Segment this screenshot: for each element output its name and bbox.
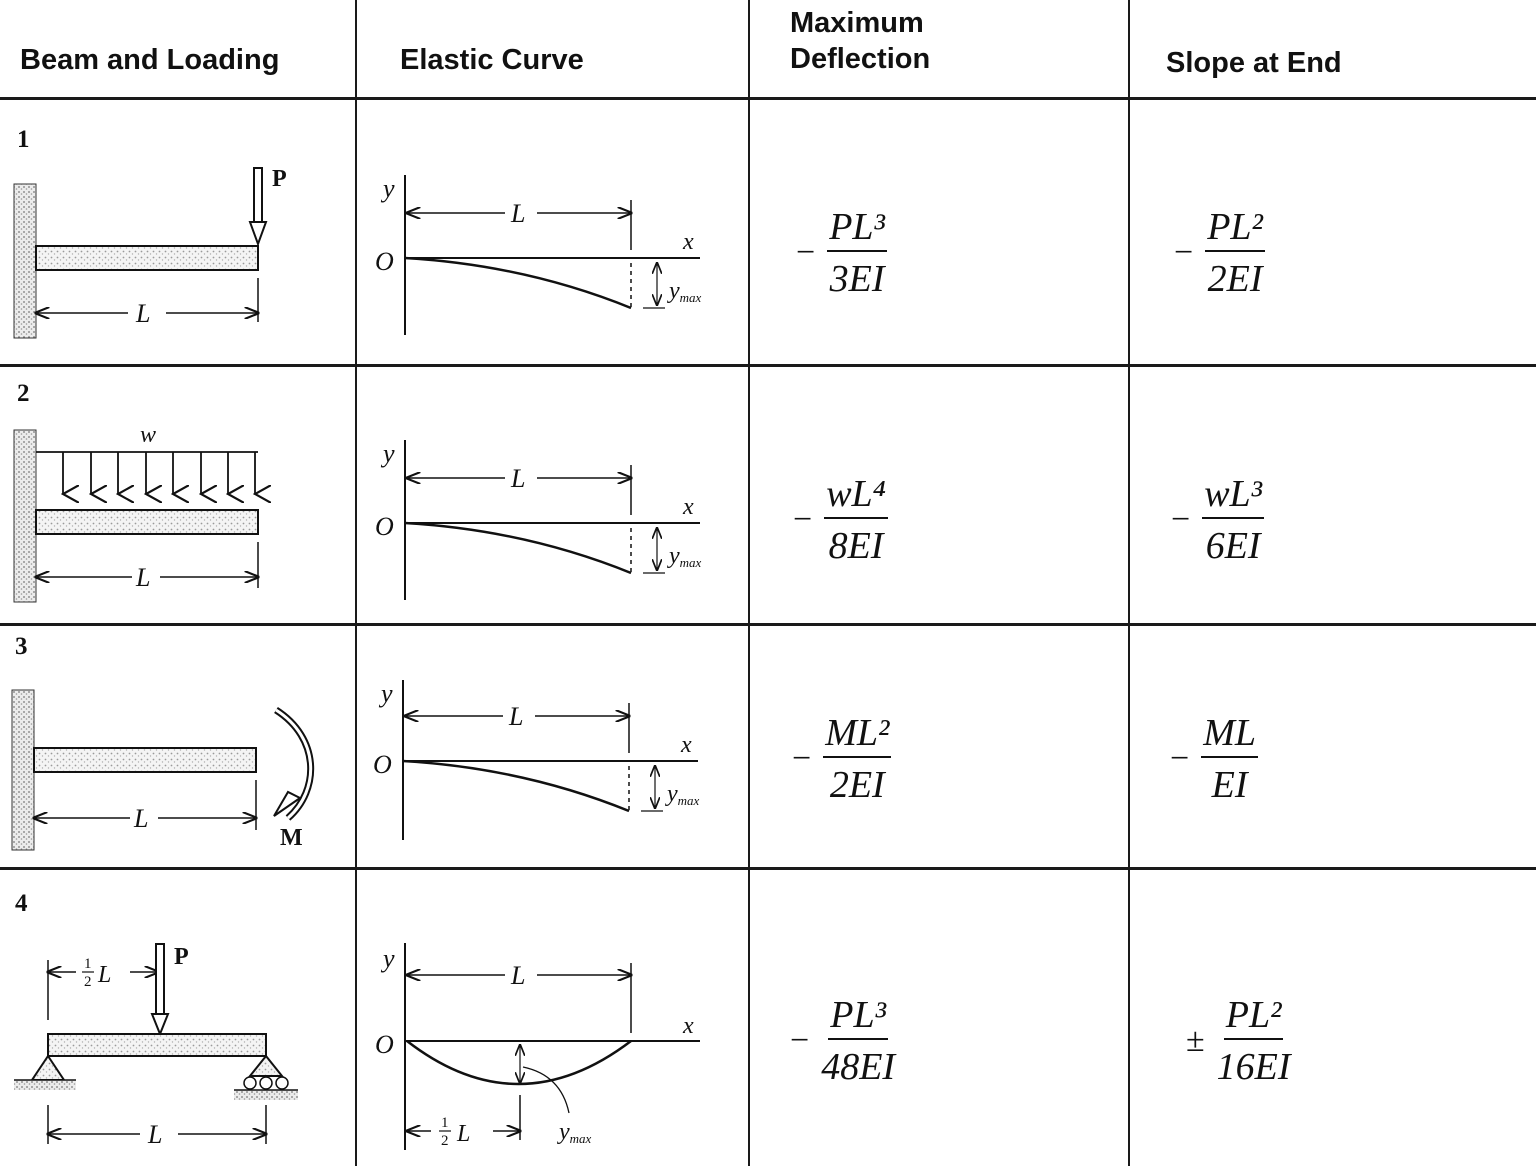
formula-numerator: ML² (823, 714, 891, 758)
beam-diagram-cantilever-end-moment (8, 680, 338, 860)
header-rule (0, 97, 1536, 100)
header-deflection-line: Deflection (790, 43, 931, 75)
deflected-curve (405, 523, 631, 573)
formula-denominator: 48EI (821, 1046, 896, 1088)
svg-text:L: L (457, 1121, 471, 1147)
axis-label-y: y (381, 679, 393, 708)
max-deflection-formula-2 (793, 475, 888, 565)
axis-label-y: y (383, 439, 395, 468)
axis-label-x: x (683, 1013, 694, 1039)
formula-denominator: 8EI (828, 525, 884, 567)
row-number-4: 4 (15, 890, 28, 917)
formula-numerator: PL² (1224, 996, 1284, 1040)
header-elastic-curve: Elastic Curve (400, 44, 584, 76)
formula-denominator: 2EI (1207, 258, 1263, 300)
fixed-wall (12, 690, 34, 850)
length-label-l: L (148, 1120, 163, 1149)
slope-formula-1 (1174, 208, 1265, 298)
max-deflection-formula-1 (796, 208, 887, 298)
deflected-curve (405, 258, 631, 308)
column-rule-2 (748, 0, 750, 1166)
header-slope-at-end: Slope at End (1166, 47, 1342, 79)
formula-numerator: ML (1201, 714, 1258, 758)
formula-sign: − (1174, 234, 1194, 271)
half-length-label (82, 956, 111, 990)
row-number-2: 2 (17, 380, 30, 407)
elastic-curve-diagram-1 (365, 165, 745, 345)
formula-denominator: 3EI (829, 258, 885, 300)
formula-denominator: 6EI (1205, 525, 1261, 567)
formula-sign: − (1171, 501, 1191, 538)
formula-sign: − (792, 740, 812, 777)
point-load-arrow (152, 944, 168, 1034)
load-label-p: P (272, 166, 287, 192)
origin-label: O (373, 750, 392, 779)
length-label-l: L (136, 563, 151, 592)
beam-diagram-cantilever-uniform-load (8, 420, 338, 610)
beam-diagram-simply-supported-center-load (6, 930, 336, 1160)
beam-body (34, 748, 256, 772)
distributed-load-arrows (36, 452, 258, 494)
svg-text:1: 1 (84, 956, 92, 972)
formula-denominator: 2EI (829, 764, 885, 806)
ymax-label: ymax (669, 543, 702, 570)
span-label-l: L (511, 464, 526, 493)
formula-sign: − (793, 501, 813, 538)
formula-sign: − (1170, 740, 1190, 777)
formula-numerator: PL³ (828, 996, 888, 1040)
formula-denominator: EI (1211, 764, 1248, 806)
header-maximum-line: Maximum (790, 7, 924, 39)
svg-text:2: 2 (84, 974, 92, 990)
moment-arrow (274, 710, 311, 818)
formula-sign: ± (1186, 1022, 1205, 1059)
span-label-l: L (509, 702, 524, 731)
svg-text:2: 2 (441, 1133, 449, 1149)
beam-body (36, 510, 258, 534)
column-rule-3 (1128, 0, 1130, 1166)
axis-label-y: y (383, 174, 395, 203)
span-label-l: L (511, 199, 526, 228)
length-label-l: L (134, 804, 149, 833)
axis-label-x: x (683, 229, 694, 255)
roller-support (234, 1056, 298, 1100)
elastic-curve-diagram-2 (365, 430, 745, 610)
slope-formula-4 (1186, 996, 1291, 1086)
svg-text:1: 1 (441, 1115, 449, 1131)
span-label-l: L (511, 961, 526, 990)
max-deflection-formula-4 (790, 996, 895, 1086)
deflected-curve (407, 1041, 631, 1084)
axis-label-x: x (683, 494, 694, 520)
origin-label: O (375, 247, 394, 276)
formula-numerator: PL³ (827, 208, 887, 252)
formula-denominator: 16EI (1216, 1046, 1291, 1088)
elastic-curve-diagram-3 (363, 670, 743, 850)
fixed-wall (14, 184, 36, 338)
row-rule-2 (0, 623, 1536, 626)
load-label-w: w (140, 422, 157, 448)
column-rule-1 (355, 0, 357, 1166)
max-deflection-formula-3 (792, 714, 891, 804)
formula-numerator: PL² (1205, 208, 1265, 252)
moment-label-m: M (280, 825, 303, 851)
length-label-l: L (136, 299, 151, 328)
formula-numerator: wL³ (1202, 475, 1264, 519)
formula-numerator: wL⁴ (824, 475, 888, 519)
row-rule-1 (0, 364, 1536, 367)
row-number-1: 1 (17, 126, 30, 153)
formula-sign: − (796, 234, 816, 271)
axis-label-y: y (383, 944, 395, 973)
origin-label: O (375, 512, 394, 541)
half-length-label (439, 1115, 470, 1149)
origin-label: O (375, 1030, 394, 1059)
deflected-curve (403, 761, 629, 811)
point-load-arrow (250, 168, 266, 244)
beam-body (48, 1034, 266, 1056)
formula-sign: − (790, 1022, 810, 1059)
beam-diagram-cantilever-point-load (8, 160, 338, 350)
row-rule-3 (0, 867, 1536, 870)
ymax-label: ymax (667, 781, 700, 808)
beam-body (36, 246, 258, 270)
slope-formula-2 (1171, 475, 1264, 565)
slope-formula-3 (1170, 714, 1258, 804)
load-label-p: P (174, 944, 189, 970)
elastic-curve-diagram-4 (365, 935, 745, 1160)
pin-support (14, 1056, 76, 1090)
header-beam-and-loading: Beam and Loading (20, 44, 280, 76)
header-maximum-deflection (790, 5, 930, 77)
ymax-label: ymax (559, 1119, 592, 1146)
axis-label-x: x (681, 732, 692, 758)
row-number-3: 3 (15, 633, 28, 660)
fixed-wall (14, 430, 36, 602)
ymax-label: ymax (669, 278, 702, 305)
svg-text:L: L (98, 962, 112, 988)
